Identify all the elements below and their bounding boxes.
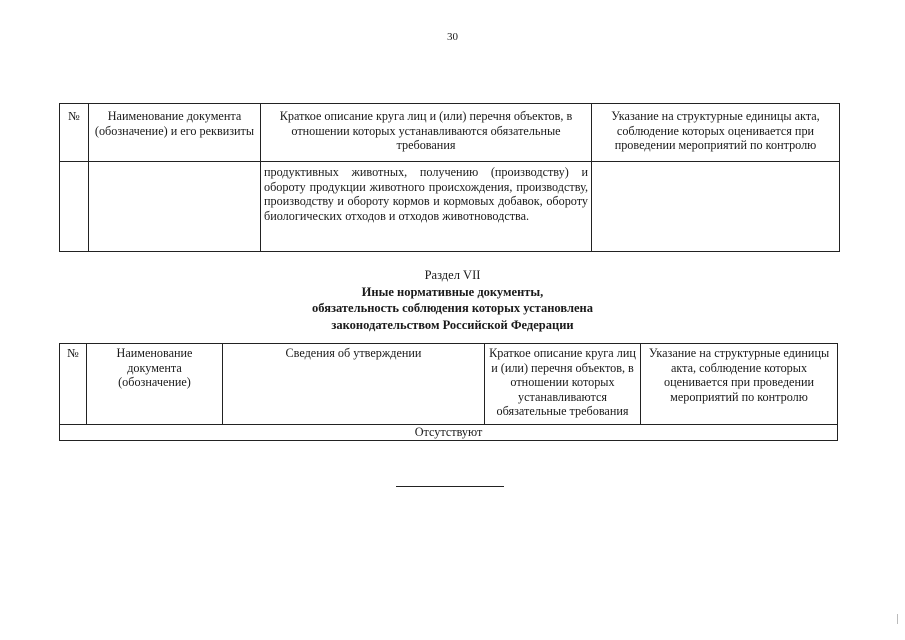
requirements-table-continued — [59, 103, 840, 252]
table-row — [60, 162, 840, 252]
header-structural-units: Указание на структурные единицы акта, соблюдение которых оценивается при проведении мероприятий по контролю — [641, 344, 838, 425]
header-description: Краткое описание круга лиц и (или) перечня объектов, в отношении которых устанавливаются обязательные требования — [485, 344, 641, 425]
closing-rule — [396, 486, 504, 487]
header-document-name: Наименование документа (обозначение) — [87, 344, 223, 425]
header-number: № — [60, 104, 89, 162]
table-row — [60, 425, 838, 441]
header-document-name: Наименование документа (обозначение) и его реквизиты — [89, 104, 261, 162]
section-title-line-2: обязательность соблюдения которых установлена — [312, 301, 593, 315]
header-number: № — [60, 344, 87, 425]
table-header-row — [60, 344, 838, 425]
cell-document-name — [89, 162, 261, 252]
section-title-line-1: Иные нормативные документы, — [361, 284, 544, 299]
table-header-row — [60, 104, 840, 162]
empty-notice: Отсутствуют — [60, 425, 838, 441]
header-description: Краткое описание круга лиц и (или) перечня объектов, в отношении которых устанавливаются обязательные требования — [261, 104, 592, 162]
section-label: Раздел VII — [424, 268, 481, 282]
cell-description: продуктивных животных, получению (производству) и обороту продукции животного происхождения, производству, производству и обороту кормов и кормовых добавок, обороту биологических отходов и отходов животноводства. — [261, 162, 592, 252]
header-approval-info: Сведения об утверждении — [223, 344, 485, 425]
header-structural-units: Указание на структурные единицы акта, соблюдение которых оценивается при проведении мероприятий по контролю — [592, 104, 840, 162]
page-number: 30 — [447, 31, 458, 43]
other-normative-documents-table — [59, 343, 838, 441]
scan-edge-mark — [897, 614, 898, 624]
cell-number — [60, 162, 89, 252]
section-title-line-3: законодательством Российской Федерации — [331, 317, 574, 332]
cell-structural-units — [592, 162, 840, 252]
section-heading — [0, 267, 905, 333]
